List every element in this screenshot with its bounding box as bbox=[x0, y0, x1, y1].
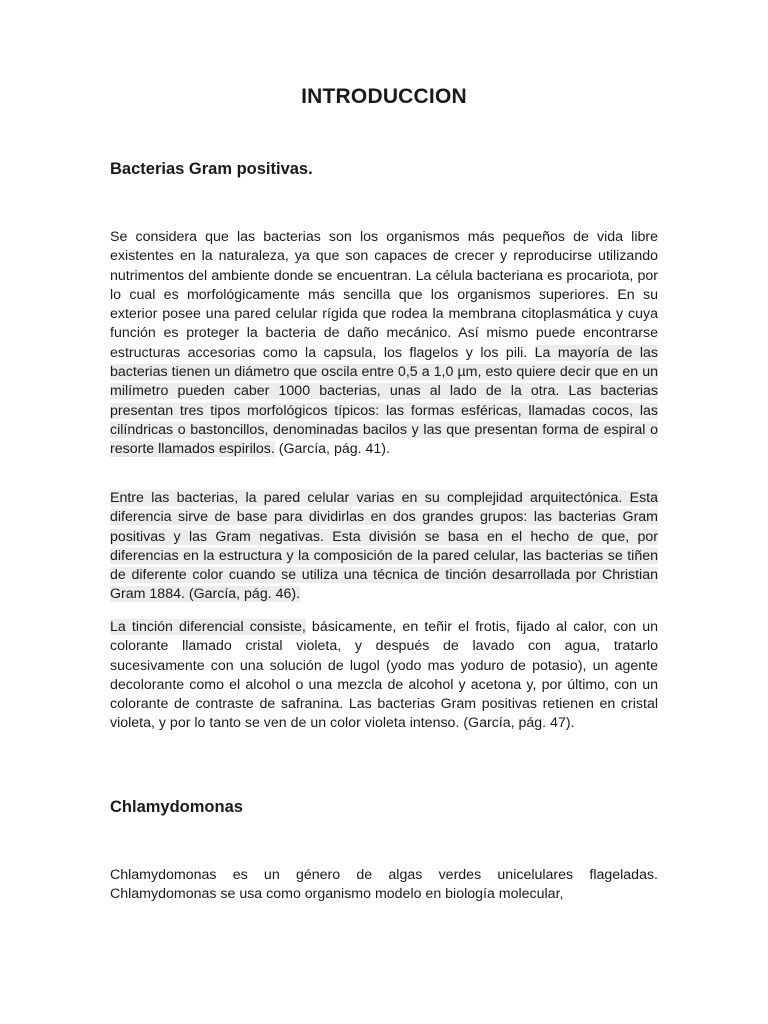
paragraph-text: básicamente, en teñir el frotis, fijado al calor, con un colorante llamado cristal violeta, y después de lavado con agua, tratarlo sucesivamente con una solución de lugol (yodo mas yoduro de potasio), un agente decolorante como el alcohol o una mezcla de alcohol y acetona y, por último, con un colorante de contraste de safranina. Las bacterias Gram positivas retienen en cristal violeta, y por lo tanto se ven de un color violeta intenso. (García, pág. 47). bbox=[110, 619, 659, 732]
highlighted-text: La tinción diferencial consiste, bbox=[110, 619, 306, 635]
paragraph-chlamydomonas: Chlamydomonas es un género de algas verdes unicelulares flageladas. Chlamydomonas se usa como organismo modelo en biología molecular, bbox=[110, 867, 658, 903]
highlighted-text: Entre las bacterias, la pared celular varias en su complejidad arquitectónica. Esta diferencia sirve de base para dividirlas en dos grandes grupos: las bacterias Gram positivas y las Gram negativas. Esta división se basa en el hecho de que, por diferencias en la estructura y la composición de la pared celular, las bacterias se tiñen de diferente color cuando se utiliza una técnica de tinción desarrollada por Christian Gram 1884. (García, pág. 46). bbox=[110, 490, 658, 603]
section-heading-bacterias: Bacterias Gram positivas. bbox=[110, 160, 313, 178]
paragraph-text: Se considera que las bacterias son los organismos más pequeños de vida libre existentes en la naturaleza, ya que son capaces de crecer y reproducirse utilizando nutrimentos del ambiente donde se encuentran. La célula bacteriana es procariota, por lo cual es morfológicamente más sencilla que los organismos superiores. En su exterior posee una pared celular rígida que rodea la membrana citoplasmática y cuya función es proteger la bacteria de daño mecánico. Así mismo puede encontrarse estructuras accesorias como la capsula, los flagelos y los pili. bbox=[110, 229, 658, 361]
citation-text: (García, pág. 41). bbox=[274, 441, 390, 458]
page-title: INTRODUCCION bbox=[301, 85, 467, 108]
highlighted-text: La mayoría de las bacterias tienen un diámetro que oscila entre 0,5 a 1,0 µm, esto quiere decir que en un milímetro pueden caber 1000 bacterias, unas al lado de la otra. Las bacterias presentan tres tipos morfológicos típicos: las formas esféricas, llamadas cocos, las cilíndricas o bastoncillos, denominadas bacilos y las que presentan forma de espiral o resorte llamados espirilos. bbox=[110, 344, 658, 458]
paragraph-bacterias-intro bbox=[110, 228, 658, 460]
section-heading-chlamydomonas: Chlamydomonas bbox=[110, 798, 243, 816]
paragraph-pared-celular bbox=[110, 489, 658, 605]
paragraph-tincion bbox=[110, 618, 658, 734]
